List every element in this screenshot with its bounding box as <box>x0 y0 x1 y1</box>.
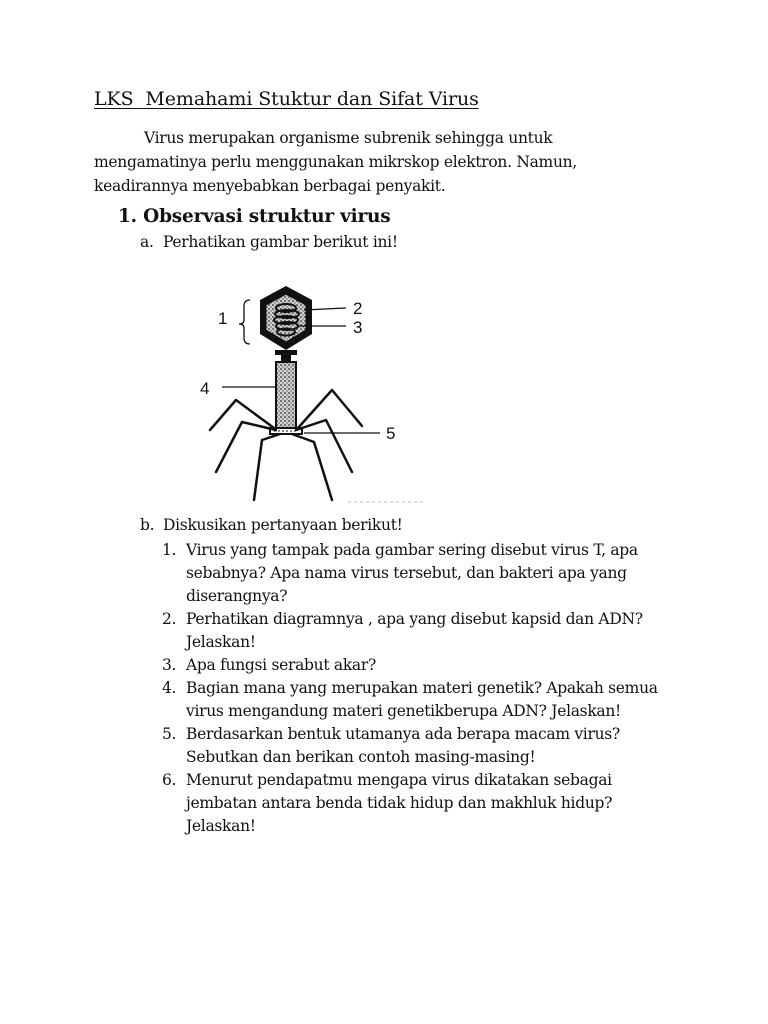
question-item <box>162 723 662 769</box>
label-2: 2 <box>353 299 363 318</box>
sub-item-a <box>140 233 398 251</box>
sub-item-b-text: Diskusikan pertanyaan berikut! <box>163 516 403 534</box>
question-item <box>162 769 662 838</box>
label-5: 5 <box>386 424 396 443</box>
question-number: 2. <box>162 610 177 628</box>
question-item <box>162 608 662 654</box>
intro-paragraph <box>94 126 634 198</box>
intro-text: Virus merupakan organisme subrenik sehingga untuk mengamatinya perlu menggunakan mikrskop elektron. Namun, keadirannya menyebabkan berbagai penyakit. <box>94 129 577 195</box>
question-number: 3. <box>162 656 177 674</box>
question-item <box>162 654 662 677</box>
tail-sheath <box>276 362 296 428</box>
question-text: Menurut pendapatmu mengapa virus dikatakan sebagai jembatan antara benda tidak hidup dan makhluk hidup? Jelaskan! <box>186 771 613 835</box>
question-item <box>162 539 662 608</box>
question-number: 5. <box>162 725 177 743</box>
label-3: 3 <box>353 318 363 337</box>
sub-item-b-marker: b. <box>140 516 155 534</box>
question-text: Perhatikan diagramnya , apa yang disebut kapsid dan ADN? Jelaskan! <box>186 610 643 651</box>
worksheet-title: LKS Memahami Stuktur dan Sifat Virus <box>94 88 479 110</box>
question-number: 4. <box>162 679 177 697</box>
question-number: 6. <box>162 771 177 789</box>
bacteriophage-svg <box>192 272 428 504</box>
section-heading: 1. Observasi struktur virus <box>118 206 391 227</box>
collar-shape <box>275 350 297 355</box>
sub-item-a-marker: a. <box>140 233 154 251</box>
question-text: Apa fungsi serabut akar? <box>186 656 376 674</box>
question-list <box>162 539 662 838</box>
bracket-1 <box>239 300 250 344</box>
question-item <box>162 677 662 723</box>
question-text: Virus yang tampak pada gambar sering disebut virus T, apa sebabnya? Apa nama virus tersebut, dan bakteri apa yang diserangnya? <box>186 541 638 605</box>
bacteriophage-diagram <box>192 272 428 504</box>
question-text: Berdasarkan bentuk utamanya ada berapa macam virus? Sebutkan dan berikan contoh masing-masing! <box>186 725 620 766</box>
question-number: 1. <box>162 541 177 559</box>
sub-item-b <box>140 516 403 534</box>
label-4: 4 <box>200 379 210 398</box>
label-1: 1 <box>218 309 228 328</box>
question-text: Bagian mana yang merupakan materi genetik? Apakah semua virus mengandung materi genetikberupa ADN? Jelaskan! <box>186 679 658 720</box>
sub-item-a-text: Perhatikan gambar berikut ini! <box>163 233 398 251</box>
